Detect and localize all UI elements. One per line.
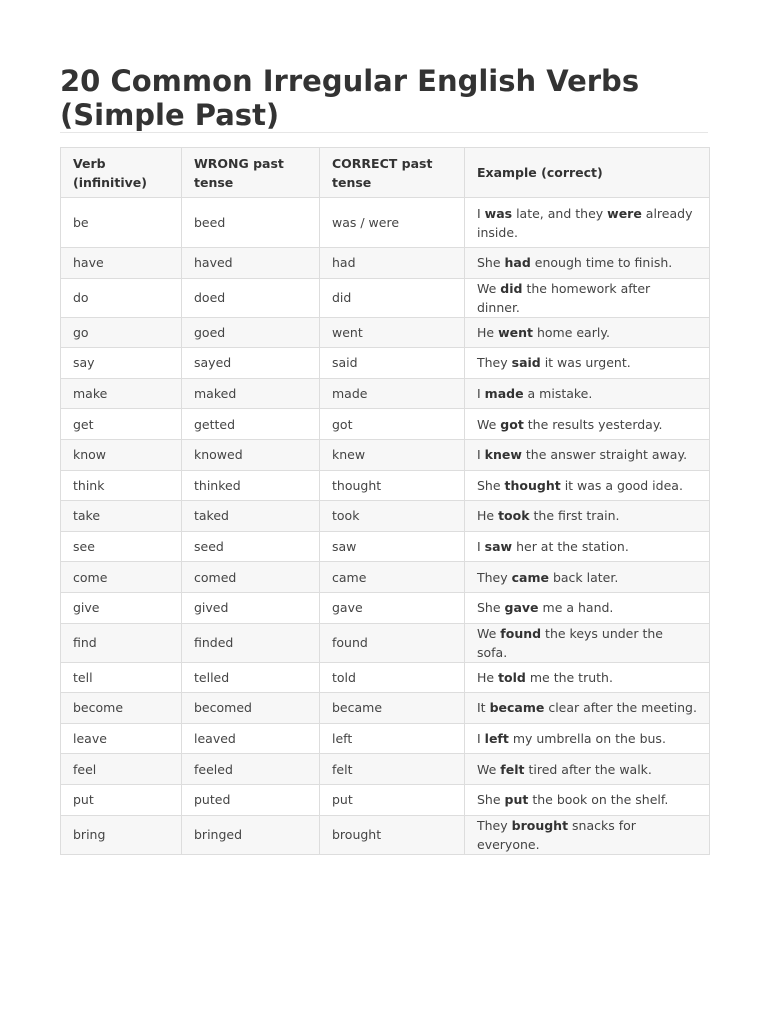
- example-cell: [465, 501, 710, 532]
- example-verb-highlight: went: [498, 324, 533, 340]
- example-cell: [465, 348, 710, 379]
- table-row: [61, 754, 710, 785]
- table-row: [61, 409, 710, 440]
- wrong-past-cell: goed: [182, 317, 320, 348]
- column-header-wrong-past: WRONG past tense: [182, 148, 320, 198]
- example-text: it was a good idea.: [560, 477, 683, 493]
- example-text: me a hand.: [538, 600, 614, 616]
- table-row: [61, 501, 710, 532]
- example-verb-highlight: told: [498, 669, 526, 685]
- example-verb-highlight: were: [607, 205, 642, 221]
- example-text: her at the station.: [512, 539, 629, 555]
- verb-cell: tell: [61, 662, 182, 693]
- example-text: I: [477, 386, 485, 402]
- wrong-past-cell: maked: [182, 378, 320, 409]
- example-text: my umbrella on the bus.: [508, 731, 666, 747]
- example-cell: [465, 198, 710, 248]
- correct-past-cell: told: [320, 662, 465, 693]
- correct-past-cell: felt: [320, 754, 465, 785]
- wrong-past-cell: sayed: [182, 348, 320, 379]
- table-row: [61, 662, 710, 693]
- example-verb-highlight: left: [484, 731, 509, 747]
- example-cell: [465, 531, 710, 562]
- example-text: the first train.: [529, 508, 620, 524]
- correct-past-cell: gave: [320, 592, 465, 623]
- wrong-past-cell: thinked: [182, 470, 320, 501]
- example-text: He: [477, 324, 499, 340]
- correct-past-cell: took: [320, 501, 465, 532]
- table-row: [61, 592, 710, 623]
- correct-past-cell: came: [320, 562, 465, 593]
- irregular-verbs-table: [60, 147, 710, 855]
- header-row: [61, 148, 710, 198]
- verb-cell: be: [61, 198, 182, 248]
- example-text: She: [477, 477, 505, 493]
- example-text: tired after the walk.: [524, 761, 652, 777]
- example-text: He: [477, 508, 499, 524]
- wrong-past-cell: puted: [182, 784, 320, 815]
- example-verb-highlight: got: [500, 416, 524, 432]
- wrong-past-cell: beed: [182, 198, 320, 248]
- example-text: I: [477, 539, 485, 555]
- example-cell: [465, 439, 710, 470]
- example-verb-highlight: became: [489, 700, 545, 716]
- wrong-past-cell: feeled: [182, 754, 320, 785]
- example-text: home early.: [532, 324, 610, 340]
- correct-past-cell: knew: [320, 439, 465, 470]
- example-cell: [465, 693, 710, 724]
- table-row: [61, 623, 710, 662]
- table-row: [61, 317, 710, 348]
- column-header-correct-past: CORRECT past tense: [320, 148, 465, 198]
- verb-cell: make: [61, 378, 182, 409]
- verb-cell: think: [61, 470, 182, 501]
- verb-cell: say: [61, 348, 182, 379]
- table-row: [61, 248, 710, 279]
- verb-cell: know: [61, 439, 182, 470]
- verb-cell: take: [61, 501, 182, 532]
- verb-cell: bring: [61, 815, 182, 854]
- table-row: [61, 562, 710, 593]
- example-text: the keys under the sofa.: [477, 625, 664, 660]
- example-cell: [465, 784, 710, 815]
- correct-past-cell: became: [320, 693, 465, 724]
- example-verb-highlight: thought: [504, 477, 561, 493]
- correct-past-cell: put: [320, 784, 465, 815]
- example-verb-highlight: came: [511, 569, 549, 585]
- correct-past-cell: said: [320, 348, 465, 379]
- verb-cell: go: [61, 317, 182, 348]
- example-verb-highlight: did: [500, 280, 523, 296]
- correct-past-cell: had: [320, 248, 465, 279]
- wrong-past-cell: haved: [182, 248, 320, 279]
- wrong-past-cell: doed: [182, 278, 320, 317]
- verb-cell: leave: [61, 723, 182, 754]
- example-cell: [465, 562, 710, 593]
- wrong-past-cell: gived: [182, 592, 320, 623]
- table-body: [61, 198, 710, 855]
- example-verb-highlight: found: [500, 625, 542, 641]
- verb-cell: put: [61, 784, 182, 815]
- column-header-verb: Verb (infinitive): [61, 148, 182, 198]
- example-text: We: [477, 761, 501, 777]
- example-verb-highlight: was: [484, 205, 513, 221]
- column-header-example: Example (correct): [465, 148, 710, 198]
- example-verb-highlight: saw: [484, 539, 513, 555]
- example-verb-highlight: put: [504, 792, 529, 808]
- table-row: [61, 531, 710, 562]
- example-text: the results yesterday.: [523, 416, 663, 432]
- correct-past-cell: did: [320, 278, 465, 317]
- verb-cell: see: [61, 531, 182, 562]
- table-row: [61, 378, 710, 409]
- wrong-past-cell: taked: [182, 501, 320, 532]
- wrong-past-cell: knowed: [182, 439, 320, 470]
- table-row: [61, 470, 710, 501]
- example-verb-highlight: brought: [511, 817, 569, 833]
- example-verb-highlight: said: [511, 355, 541, 371]
- example-text: the homework after dinner.: [477, 280, 651, 315]
- verb-cell: become: [61, 693, 182, 724]
- example-text: I: [477, 205, 485, 221]
- example-cell: [465, 592, 710, 623]
- example-text: I: [477, 447, 485, 463]
- example-cell: [465, 815, 710, 854]
- example-verb-highlight: knew: [484, 447, 522, 463]
- correct-past-cell: went: [320, 317, 465, 348]
- example-text: We: [477, 625, 501, 641]
- example-text: They: [477, 817, 512, 833]
- verb-cell: do: [61, 278, 182, 317]
- table-header: [61, 148, 710, 198]
- example-text: She: [477, 792, 505, 808]
- example-text: it was urgent.: [540, 355, 631, 371]
- title-divider: [60, 132, 708, 133]
- wrong-past-cell: seed: [182, 531, 320, 562]
- wrong-past-cell: finded: [182, 623, 320, 662]
- example-text: the book on the shelf.: [528, 792, 669, 808]
- table-row: [61, 198, 710, 248]
- correct-past-cell: thought: [320, 470, 465, 501]
- example-text: enough time to finish.: [530, 255, 673, 271]
- example-text: late, and they: [512, 205, 608, 221]
- table-row: [61, 439, 710, 470]
- correct-past-cell: got: [320, 409, 465, 440]
- verb-cell: come: [61, 562, 182, 593]
- example-text: We: [477, 416, 501, 432]
- example-text: She: [477, 600, 505, 616]
- example-text: They: [477, 569, 512, 585]
- table-row: [61, 815, 710, 854]
- example-text: It: [477, 700, 490, 716]
- example-text: already inside.: [477, 205, 693, 240]
- example-verb-highlight: made: [484, 386, 524, 402]
- page-title: 20 Common Irregular English Verbs (Simple Past): [60, 64, 640, 132]
- example-cell: [465, 248, 710, 279]
- example-text: back later.: [548, 569, 619, 585]
- example-verb-highlight: took: [498, 508, 530, 524]
- example-cell: [465, 623, 710, 662]
- example-cell: [465, 723, 710, 754]
- example-text: me the truth.: [525, 669, 613, 685]
- example-text: the answer straight away.: [521, 447, 688, 463]
- example-cell: [465, 317, 710, 348]
- example-text: clear after the meeting.: [544, 700, 697, 716]
- example-cell: [465, 754, 710, 785]
- example-text: a mistake.: [523, 386, 593, 402]
- example-text: She: [477, 255, 505, 271]
- wrong-past-cell: becomed: [182, 693, 320, 724]
- example-text: They: [477, 355, 512, 371]
- correct-past-cell: found: [320, 623, 465, 662]
- verb-cell: feel: [61, 754, 182, 785]
- verb-cell: get: [61, 409, 182, 440]
- example-text: snacks for everyone.: [477, 817, 636, 852]
- example-cell: [465, 409, 710, 440]
- table-row: [61, 348, 710, 379]
- example-cell: [465, 662, 710, 693]
- example-text: I: [477, 731, 485, 747]
- wrong-past-cell: bringed: [182, 815, 320, 854]
- wrong-past-cell: telled: [182, 662, 320, 693]
- wrong-past-cell: comed: [182, 562, 320, 593]
- correct-past-cell: was / were: [320, 198, 465, 248]
- example-text: We: [477, 280, 501, 296]
- correct-past-cell: left: [320, 723, 465, 754]
- verb-cell: find: [61, 623, 182, 662]
- verb-cell: have: [61, 248, 182, 279]
- table-row: [61, 784, 710, 815]
- example-text: He: [477, 669, 499, 685]
- correct-past-cell: brought: [320, 815, 465, 854]
- correct-past-cell: saw: [320, 531, 465, 562]
- table-row: [61, 723, 710, 754]
- example-cell: [465, 378, 710, 409]
- table-row: [61, 278, 710, 317]
- example-verb-highlight: felt: [500, 761, 525, 777]
- example-verb-highlight: gave: [504, 600, 539, 616]
- example-cell: [465, 470, 710, 501]
- wrong-past-cell: getted: [182, 409, 320, 440]
- wrong-past-cell: leaved: [182, 723, 320, 754]
- verb-cell: give: [61, 592, 182, 623]
- correct-past-cell: made: [320, 378, 465, 409]
- example-cell: [465, 278, 710, 317]
- example-verb-highlight: had: [504, 255, 531, 271]
- table-row: [61, 693, 710, 724]
